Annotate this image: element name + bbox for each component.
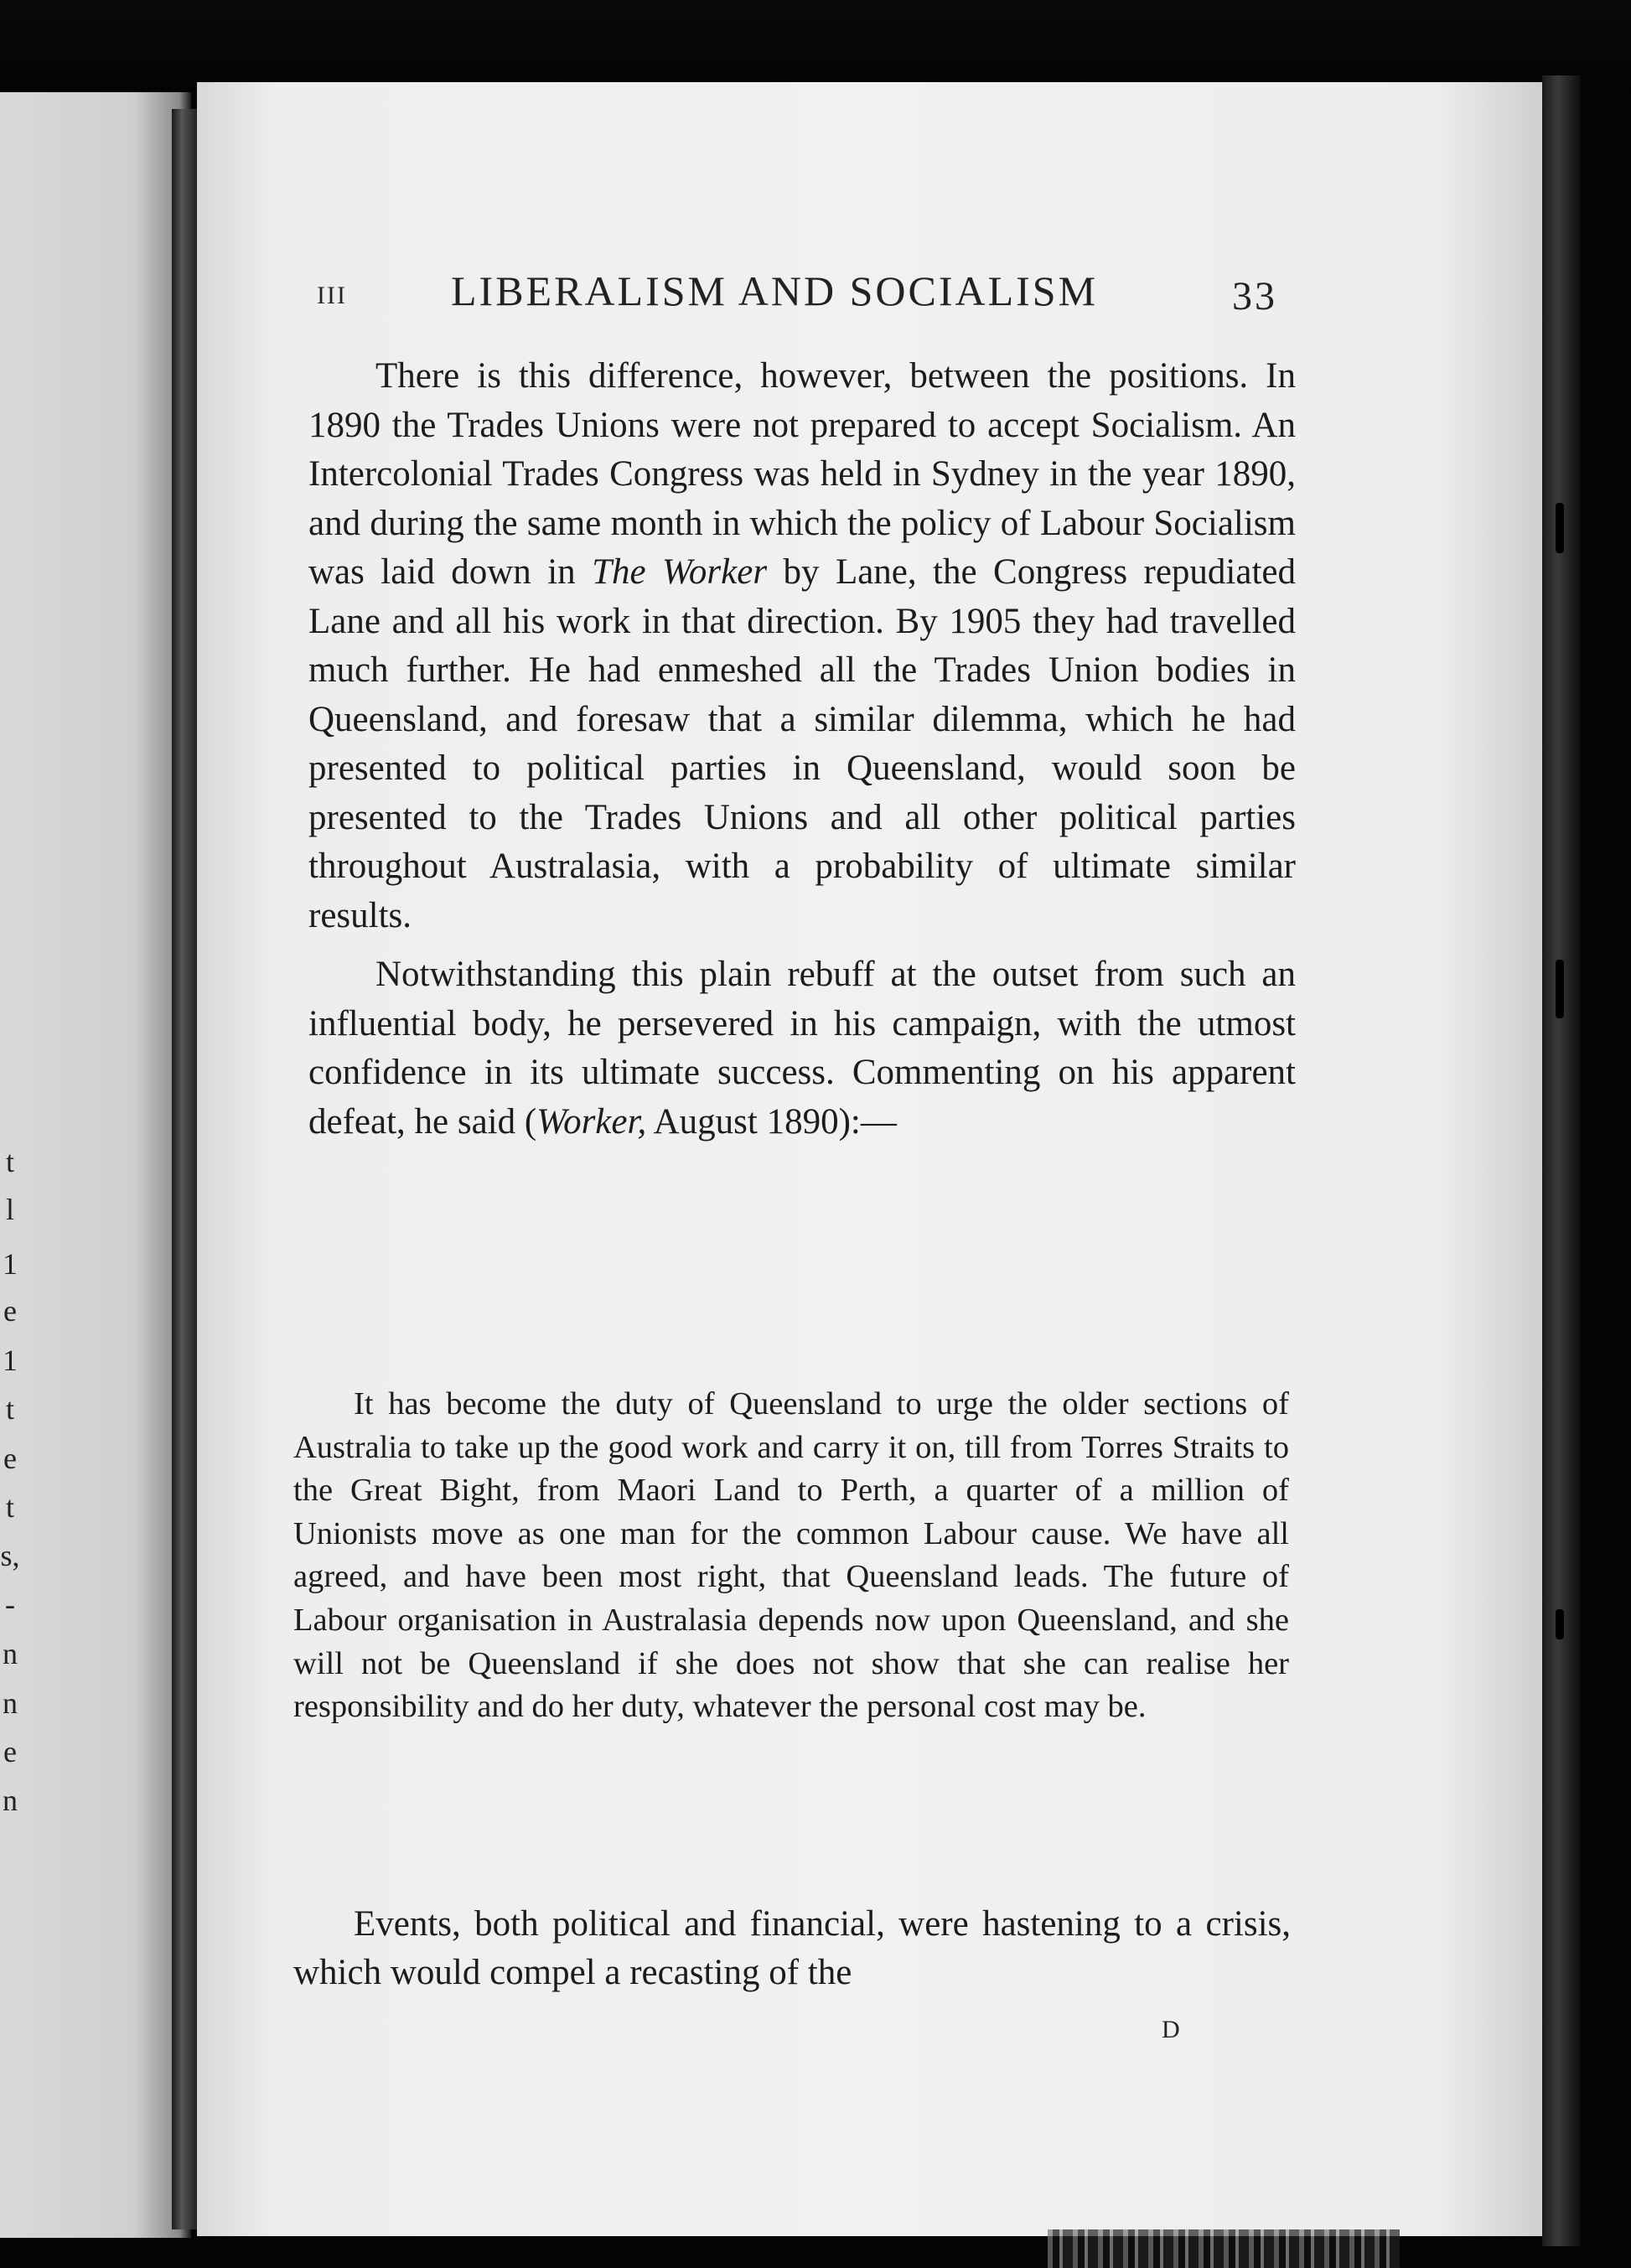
book-gutter-shadow [172,109,197,2229]
page-number: 33 [1232,274,1277,318]
facing-page-fragment: l [5,1193,14,1226]
quotation-text: It has become the duty of Queensland to urge the older sections of Australia to take up the good work and carry it on, till from Torres Straits to the Great Bight, from Maori Land to Perth, a quarter of a million of Unionists move as one man for the common Labour cause. We have all agreed, and have been most right, that Queensland leads. The future of Labour organisation in Australasia depends now upon Queensland, and she will not be Queensland if she does not show that she can realise her responsibility and do her duty, whatever the personal cost may be. [293,1386,1289,1725]
edge-mark [1556,503,1564,553]
facing-page-fragment: - [5,1587,15,1621]
facing-page-fragment: 1 [3,1344,18,1377]
paragraph-text: There is this difference, however, between the positions. In 1890 the Trades Unions were not prepared to accept Socialism. An Intercolonial Trades Congress was held in Sydney in the year 1890, and during the same month in which the policy of Labour Socialism was laid down in [308,356,1296,592]
facing-page-fragment: e [3,1442,17,1475]
paragraph-text: by Lane, the Congress repudiated Lane and all his work in that direction. By 1905 they had travelled much further. He had enmeshed all the Trades Union bodies in Queensland, and foresaw that a similar dilemma, which he had presented to political parties in Queensland, would soon be presented to the Trades Unions and all other political parties throughout Australasia, with a probability of ultimate similar results. [308,552,1296,935]
facing-page-fragment: t [5,1145,14,1178]
facing-page-fragment: 1 [3,1247,18,1281]
facing-page-fragment: s, [0,1539,20,1572]
block-quotation [293,1383,1289,1729]
scanner-top-edge [0,0,1631,92]
italic-title: The Worker [592,552,768,592]
facing-page-fragment: t [5,1490,14,1524]
scanner-bottom-edge [1048,2229,1400,2268]
right-page-edge [1542,75,1581,2246]
paragraph [308,950,1296,1147]
paragraph-text: August 1890):— [646,1101,897,1142]
closing-paragraph [293,1900,1291,1997]
running-title: LIBERALISM AND SOCIALISM [451,267,1099,314]
facing-page-fragment: e [3,1735,17,1768]
running-header [317,267,1306,334]
signature-mark: D [1162,2016,1180,2043]
facing-page-edge [0,92,191,2238]
body-text [308,352,1296,1147]
facing-page-fragment: n [3,1637,18,1670]
facing-page-fragment: t [5,1392,14,1426]
paragraph-text: Notwithstanding this plain rebuff at the outset from such an influential body, he persevered in his campaign, with the utmost confidence in its ultimate success. Commenting on his apparent defeat, he said ( [308,955,1296,1142]
paragraph-text: Events, both political and financial, were hastening to a crisis, which would compel a recasting of the [293,1904,1291,1992]
facing-page-fragment: e [3,1294,17,1328]
edge-mark [1556,1609,1564,1639]
edge-mark [1556,960,1564,1018]
chapter-numeral: III [317,282,347,309]
facing-page-fragment: n [3,1784,18,1817]
facing-page-fragment: n [3,1686,18,1720]
italic-title: Worker, [536,1101,647,1142]
paragraph [308,352,1296,940]
